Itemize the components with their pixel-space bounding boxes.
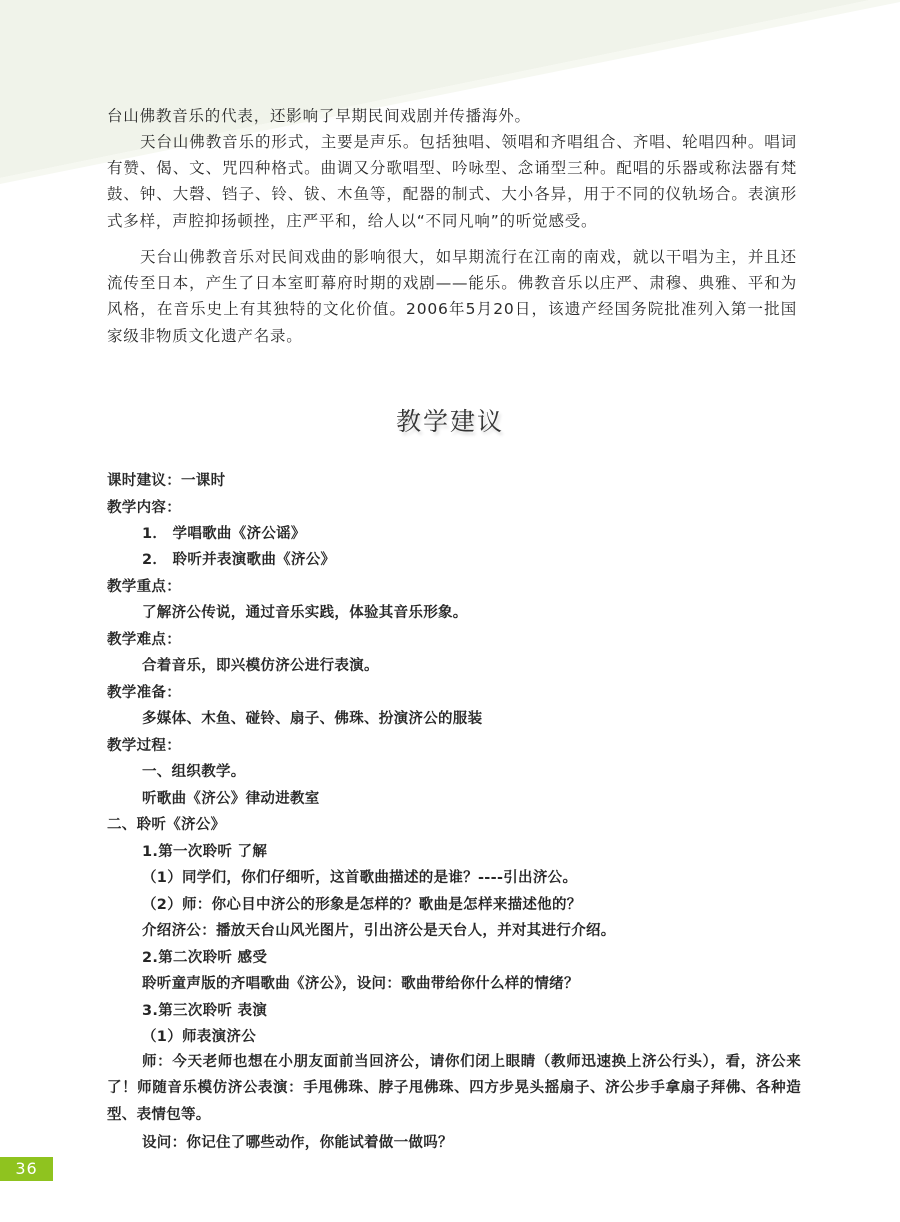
listen-1-heading: 1.第一次聆听 了解: [142, 844, 268, 860]
listen-2-heading: 2.第二次聆听 感受: [142, 950, 268, 966]
listen-2-detail: 聆听童声版的齐唱歌曲《济公》，设问：歌曲带给你什么样的情绪？: [142, 976, 579, 992]
content-item-2: 2． 聆听并表演歌曲《济公》: [142, 552, 336, 568]
step-1-heading: 一、组织教学。: [142, 764, 246, 780]
lesson-hours: 课时建议：一课时: [107, 473, 226, 489]
intro-paragraph-2: 天台山佛教音乐的形式，主要是声乐。包括独唱、领唱和齐唱组合、齐唱、轮唱四种。唱词有赞、偈、文、咒四种格式。曲调又分歌唱型、吟咏型、念诵型三种。配唱的乐器或称法器有梵鼓、钟、大磬、铛子、铃、钹、木鱼等，配器的制式、大小各异，用于不同的仪轨场合。表演形式多样，声腔抑扬顿挫，庄严平和，给人以“不同凡响”的听觉感受。: [107, 133, 797, 230]
listen-3-question: 设问：你记住了哪些动作，你能试着做一做吗？: [142, 1135, 453, 1151]
prep-label: 教学准备：: [107, 685, 181, 701]
focus-text: 了解济公传说，通过音乐实践，体验其音乐形象。: [142, 605, 468, 621]
listen-1-question-1: （1）同学们，你们仔细听，这首歌曲描述的是谁？----引出济公。: [142, 870, 578, 886]
step-1-detail: 听歌曲《济公》律动进教室: [142, 791, 320, 807]
difficulty-label: 教学难点：: [107, 632, 181, 648]
section-title: 教学建议: [395, 407, 504, 436]
intro-paragraph-3: 天台山佛教音乐对民间戏曲的影响很大，如早期流行在江南的南戏，就以干唱为主，并且还流传至日本，产生了日本室町幕府时期的戏剧——能乐。佛教音乐以庄严、肃穆、典雅、平和为风格，在音乐史上有其独特的文化价值。2006年5月20日，该遗产经国务院批准列入第一批国家级非物质文化遗产名录。: [107, 248, 797, 345]
prep-text: 多媒体、木鱼、碰铃、扇子、佛珠、扮演济公的服装: [142, 711, 483, 727]
listen-3-paragraph: 师：今天老师也想在小朋友面前当回济公，请你们闭上眼睛（教师迅速换上济公行头），看，济公来了！师随音乐模仿济公表演：手甩佛珠、脖子甩佛珠、四方步晃头摇扇子、济公步手拿扇子拜佛、各种造型、表情包等。: [107, 1054, 801, 1123]
content-label: 教学内容：: [107, 500, 181, 516]
listen-1-intro: 介绍济公：播放天台山风光图片，引出济公是天台人，并对其进行介绍。: [142, 923, 616, 939]
page-number: 36: [0, 1157, 53, 1181]
process-label: 教学过程：: [107, 738, 181, 754]
content-item-1: 1． 学唱歌曲《济公谣》: [142, 526, 306, 542]
listen-3-item-1: （1）师表演济公: [142, 1029, 256, 1045]
difficulty-text: 合着音乐，即兴模仿济公进行表演。: [142, 658, 379, 674]
listen-3-heading: 3.第三次聆听 表演: [142, 1003, 268, 1019]
listen-1-question-2: （2）师：你心目中济公的形象是怎样的？歌曲是怎样来描述他的？: [142, 897, 582, 913]
step-2-heading: 二、聆听《济公》: [107, 817, 226, 833]
intro-paragraph-1: 台山佛教音乐的代表，还影响了早期民间戏剧并传播海外。: [107, 107, 531, 125]
focus-label: 教学重点：: [107, 579, 181, 595]
